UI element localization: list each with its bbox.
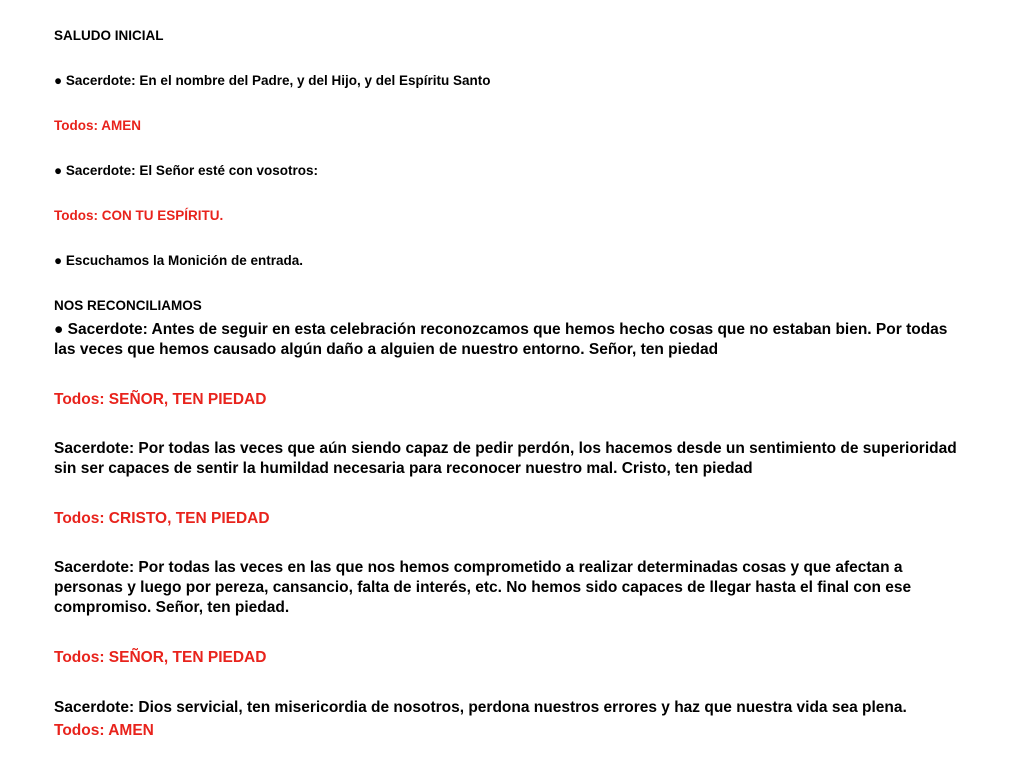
section-heading-nos-reconciliamos: NOS RECONCILIAMOS: [54, 298, 202, 313]
response-line-con-tu-espiritu: Todos: CON TU ESPÍRITU.: [54, 208, 224, 223]
response-line-amen-final: Todos: AMEN: [54, 722, 154, 739]
response-line-amen: Todos: AMEN: [54, 118, 141, 133]
section-heading-saludo-inicial: SALUDO INICIAL: [54, 28, 164, 43]
priest-line-dios-servicial: Sacerdote: Dios servicial, ten misericordia de nosotros, perdona nuestros errores y haz que nuestra vida sea plena.: [54, 699, 907, 716]
priest-paragraph-antes-de-seguir: ● Sacerdote: Antes de seguir en esta celebración reconozcamos que hemos hecho cosas que no estaban bien. Por todas las veces que hemos causado algún daño a alguien de nuestro entorno. Señor, ten piedad: [54, 321, 948, 358]
response-line-cristo-ten-piedad: Todos: CRISTO, TEN PIEDAD: [54, 510, 270, 527]
priest-paragraph-comprometido: Sacerdote: Por todas las veces en las que nos hemos comprometido a realizar determinadas cosas y que afectan a personas y luego por pereza, cansancio, falta de interés, etc. No hemos sido capaces de llegar hasta el final con ese compromiso. Señor, ten piedad.: [54, 559, 912, 616]
response-line-senor-ten-piedad-1: Todos: SEÑOR, TEN PIEDAD: [54, 391, 267, 408]
priest-line-senor-con-vosotros: ● Sacerdote: El Señor esté con vosotros:: [54, 163, 318, 178]
response-line-senor-ten-piedad-2: Todos: SEÑOR, TEN PIEDAD: [54, 649, 267, 666]
priest-line-nombre-del-padre: ● Sacerdote: En el nombre del Padre, y del Hijo, y del Espíritu Santo: [54, 73, 491, 88]
priest-paragraph-pedir-perdon: Sacerdote: Por todas las veces que aún siendo capaz de pedir perdón, los hacemos desde un sentimiento de superioridad sin ser capaces de sentir la humildad necesaria para reconocer nuestro mal. Cristo, ten piedad: [54, 440, 957, 477]
monicion-line: ● Escuchamos la Monición de entrada.: [54, 253, 303, 268]
